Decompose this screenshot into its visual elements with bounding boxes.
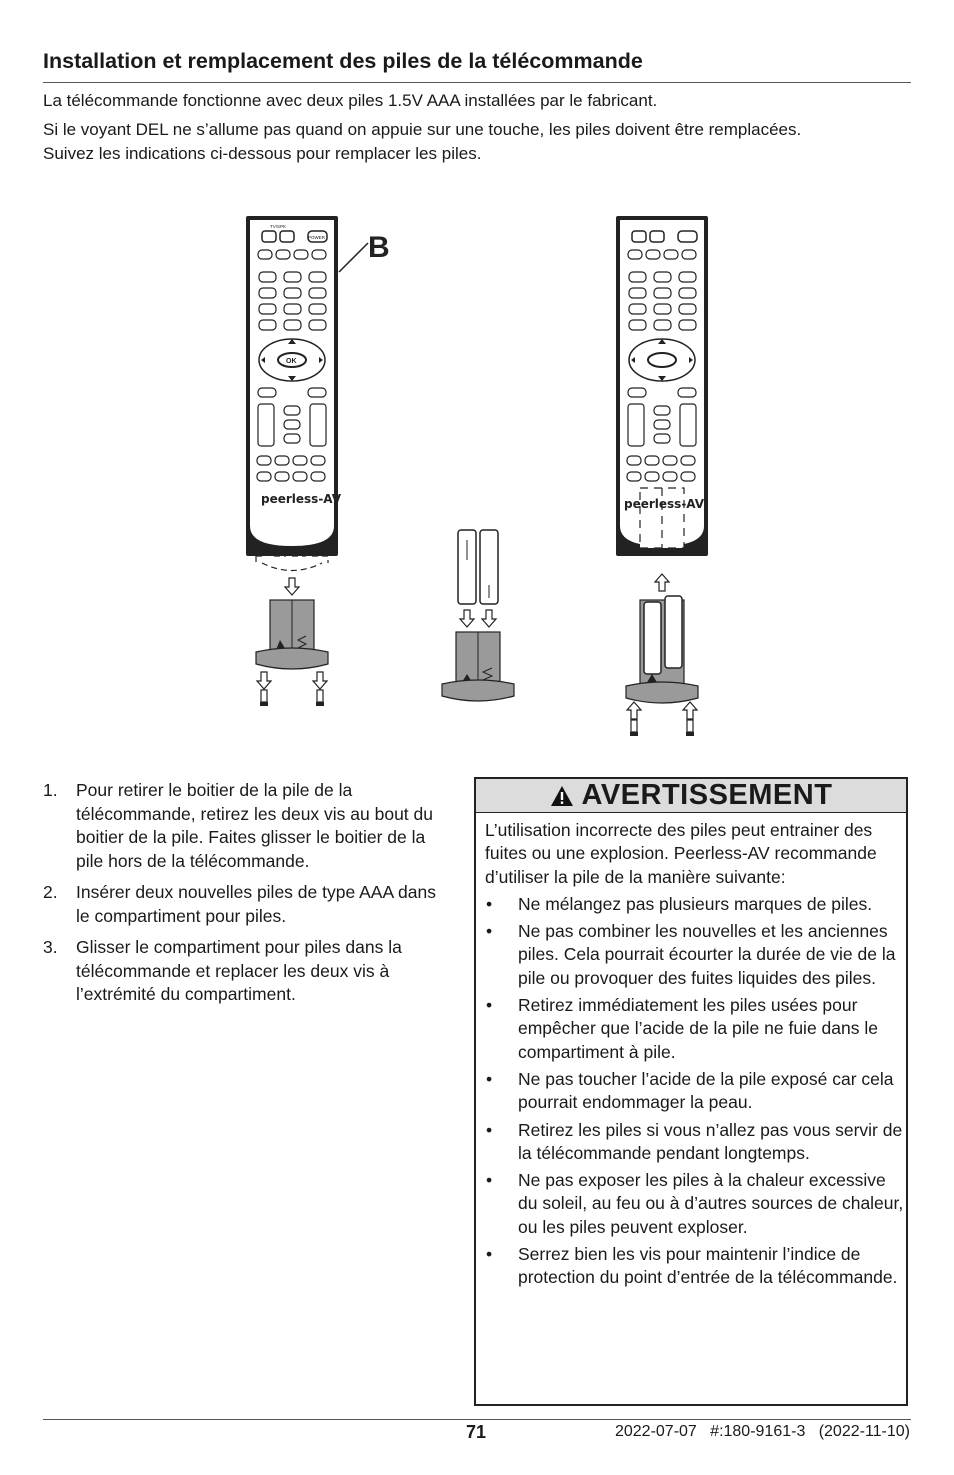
intro-paragraph-1: La télécommande fonctionne avec deux piles 1.5V AAA installées par le fabricant. xyxy=(43,91,658,110)
warning-triangle-icon xyxy=(550,785,574,807)
intro-paragraph-2: Si le voyant DEL ne s’allume pas quand on appuie sur une touche, les piles doivent être remplacées. xyxy=(43,120,802,139)
remote-tvspk-label: TV/SPK xyxy=(270,224,287,229)
warning-intro: L’utilisation incorrecte des piles peut entrainer des fuites ou une explosion. Peerless-AV recommande d’utiliser la pile de la manière suivante: xyxy=(485,820,877,887)
warning-item-text: Ne mélangez pas plusieurs marques de piles. xyxy=(518,893,873,914)
page-title: Installation et remplacement des piles de la télécommande xyxy=(43,49,643,73)
callout-b: B xyxy=(368,231,390,264)
warning-heading: AVERTISSEMENT xyxy=(581,779,833,811)
remote-ok-label: OK xyxy=(286,358,297,365)
remote-closed xyxy=(246,216,342,556)
bullet: • xyxy=(486,1119,493,1140)
warning-item xyxy=(476,920,906,990)
step-item xyxy=(43,881,453,928)
step-item xyxy=(43,779,453,873)
warning-item-text: Ne pas exposer les piles à la chaleur excessive du soleil, au feu ou à d’autres sources de chaleur, ou les piles peuvent exploser. xyxy=(518,1170,904,1237)
step-number: 2. xyxy=(43,882,58,902)
remote-open-brand-label: peerless-AV xyxy=(624,497,705,511)
step-item xyxy=(43,936,453,1007)
warning-item-text: Ne pas combiner les nouvelles et les anciennes piles. Cela pourrait écourter la durée de vie de la pile ou provoquer des fuites liquides des piles. xyxy=(518,921,896,988)
step-text: Insérer deux nouvelles piles de type AAA dans le compartiment pour piles. xyxy=(76,882,436,926)
intro-paragraph-3: Suivez les indications ci-dessous pour remplacer les piles. xyxy=(43,144,482,163)
document-info: 2022-07-07 #:180-9161-3 (2022-11-10) xyxy=(614,1423,910,1440)
warning-header xyxy=(476,779,906,813)
step-1-removal xyxy=(256,556,328,706)
step-number: 3. xyxy=(43,937,58,957)
battery-replacement-illustration xyxy=(0,200,954,760)
step-number: 1. xyxy=(43,780,58,800)
bullet: • xyxy=(486,1068,493,1089)
step-text: Pour retirer le boitier de la pile de la télécommande, retirez les deux vis au bout du boitier de la pile. Faites glisser le boitier de la pile hors de la télécommande. xyxy=(76,780,433,871)
warning-item xyxy=(476,1169,906,1239)
bullet: • xyxy=(486,893,493,914)
warning-list xyxy=(476,893,906,1290)
page-number: 71 xyxy=(466,1422,487,1442)
warning-item-text: Retirez les piles si vous n’allez pas vous servir de la télécommande pendant longtemps. xyxy=(518,1119,903,1163)
step-3-reinsert xyxy=(626,574,698,736)
warning-item xyxy=(476,1068,906,1115)
instruction-steps xyxy=(43,779,453,1015)
bullet: • xyxy=(486,995,493,1016)
warning-item-text: Retirez immédiatement les piles usées pour empêcher que l’acide de la pile ne fuie dans le compartiment à pile. xyxy=(518,995,878,1062)
bullet: • xyxy=(486,1244,493,1265)
remote-brand-label: peerless-AV xyxy=(261,492,342,506)
title-divider xyxy=(43,82,911,83)
warning-item-text: Ne pas toucher l’acide de la pile exposé car cela pourrait endommager la peau. xyxy=(518,1068,894,1113)
step-2-insert-batteries xyxy=(442,530,514,701)
remote-open xyxy=(616,216,708,556)
bullet: • xyxy=(486,921,493,942)
warning-item-text: Serrez bien les vis pour maintenir l’indice de protection du point d’entrée de la télécommande. xyxy=(518,1244,898,1288)
step-text: Glisser le compartiment pour piles dans la télécommande et replacer les deux vis à l’extrémité du compartiment. xyxy=(76,937,402,1004)
remote-power-label: POWER xyxy=(308,235,326,240)
warning-item xyxy=(476,994,906,1064)
warning-item xyxy=(476,1119,906,1166)
footer-divider xyxy=(43,1419,911,1420)
warning-box xyxy=(474,777,908,1406)
bullet: • xyxy=(486,1170,493,1191)
warning-item xyxy=(476,893,906,916)
warning-item xyxy=(476,1243,906,1290)
